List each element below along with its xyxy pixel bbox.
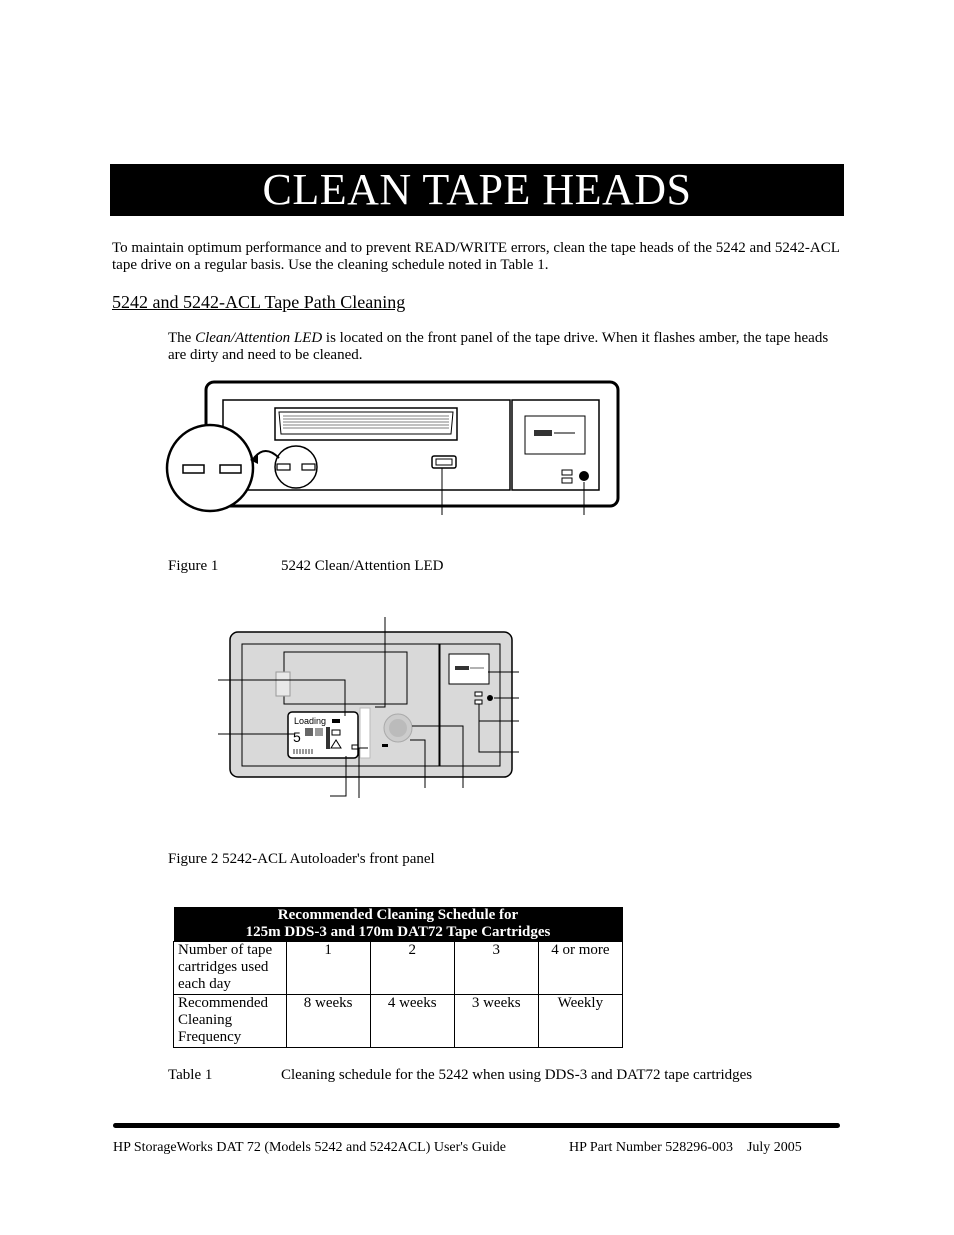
led-paragraph (168, 330, 848, 364)
table-cell: 4 weeks (370, 995, 454, 1048)
table-caption-text: Cleaning schedule for the 5242 when using DDS-3 and DAT72 tape cartridges (281, 1067, 753, 1083)
table-cell: 8 weeks (286, 995, 370, 1048)
table-caption-label: Table 1 (168, 1067, 213, 1083)
footer-guide-title: HP StorageWorks DAT 72 (Models 5242 and 5242ACL) User's Guide (113, 1140, 506, 1155)
table-cell: 1 (286, 942, 370, 995)
footer-rule (113, 1123, 840, 1128)
figure1-drive-illustration (165, 378, 625, 518)
table-header-row (174, 907, 623, 942)
figure1-caption: 5242 Clean/Attention LED (281, 558, 444, 574)
section-heading: 5242 and 5242-ACL Tape Path Cleaning (112, 292, 406, 312)
page-title: CLEAN TAPE HEADS (110, 164, 844, 216)
cleaning-schedule-table (173, 907, 623, 1048)
table-cell: 4 or more (538, 942, 622, 995)
table-row (174, 995, 623, 1048)
table-header (174, 907, 623, 942)
row-label: Number of tape cartridges used each day (174, 942, 287, 995)
table-header-line1: Recommended Cleaning Schedule for (277, 907, 519, 923)
led-paragraph-end: is located on the front panel of the tape drive. When it flashes amber, the tape heads are dirty and need to be cleaned. (168, 330, 829, 363)
lcd-digit: 5 (293, 729, 301, 745)
table-cell: 3 (454, 942, 538, 995)
table-cell: Weekly (538, 995, 622, 1048)
figure1-label: Figure 1 (168, 558, 219, 574)
led-name-emphasis: Clean/Attention LED (195, 330, 323, 346)
table-cell: 3 weeks (454, 995, 538, 1048)
table-header-line2: 125m DDS-3 and 170m DAT72 Tape Cartridges (245, 924, 551, 940)
footer-part-number: HP Part Number 528296-003 July 2005 (569, 1140, 802, 1155)
lcd-text: Loading (294, 716, 327, 726)
led-paragraph-start: The (168, 330, 196, 346)
table-row (174, 942, 623, 995)
row-label: Recommended Cleaning Frequency (174, 995, 287, 1048)
intro-paragraph: To maintain optimum performance and to prevent READ/WRITE errors, clean the tape heads of the 5242 and 5242-ACL tape drive on a regular basis. Use the cleaning schedule noted in Table 1. (112, 240, 840, 273)
table-cell: 2 (370, 942, 454, 995)
figure2-autoloader-illustration (212, 612, 532, 802)
figure2-caption: Figure 2 5242-ACL Autoloader's front panel (168, 851, 435, 867)
